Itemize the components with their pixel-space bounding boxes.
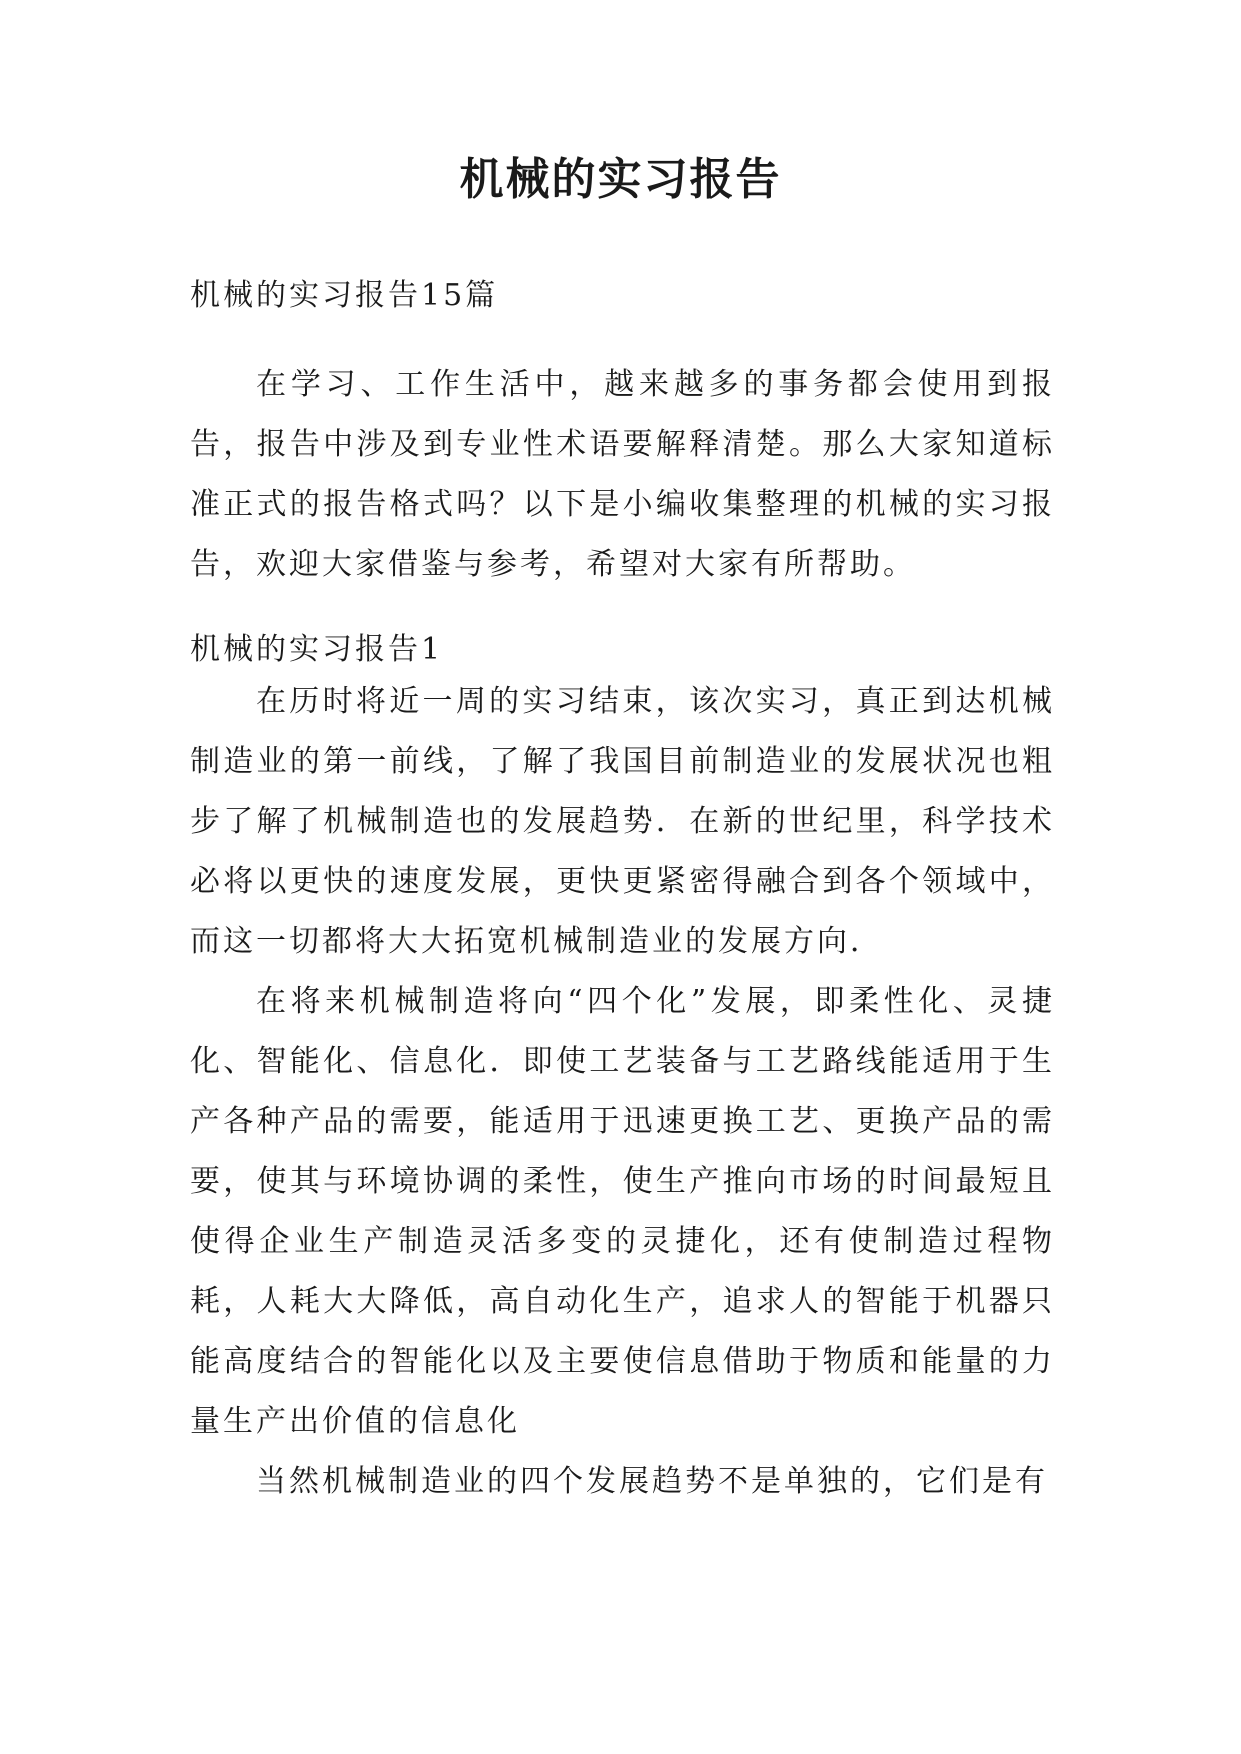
section-heading: 机械的实习报告1 (190, 632, 444, 667)
body-paragraph: 在将来机械制造将向“四个化”发展，即柔性化、灵捷化、智能化、信息化．即使工艺装备与工艺路线能适用于生产各种产品的需要，能适用于迅速更换工艺、更换产品的需要，使其与环境协调的柔性，使生产推向市场的时间最短且使得企业生产制造灵活多变的灵捷化，还有使制造过程物耗，人耗大大降低，高自动化生产，追求人的智能于机器只能高度结合的智能化以及主要使信息借助于物质和能量的力量生产出价值的信息化 (190, 984, 1055, 1439)
document-title: 机械的实习报告 (459, 154, 782, 205)
intro-paragraph: 在学习、工作生活中，越来越多的事务都会使用到报告，报告中涉及到专业性术语要解释清楚。那么大家知道标准正式的报告格式吗？以下是小编收集整理的机械的实习报告，欢迎大家借鉴与参考，希望对大家有所帮助。 (190, 367, 1055, 582)
document-subtitle: 机械的实习报告15篇 (190, 278, 499, 313)
body-paragraph: 当然机械制造业的四个发展趋势不是单独的，它们是有 (256, 1464, 1048, 1499)
body-paragraph: 在历时将近一周的实习结束，该次实习，真正到达机械制造业的第一前线，了解了我国目前制造业的发展状况也粗步了解了机械制造也的发展趋势．在新的世纪里，科学技术必将以更快的速度发展，更快更紧密得融合到各个领域中，而这一切都将大大拓宽机械制造业的发展方向． (190, 684, 1055, 959)
section-body (190, 672, 1055, 1512)
